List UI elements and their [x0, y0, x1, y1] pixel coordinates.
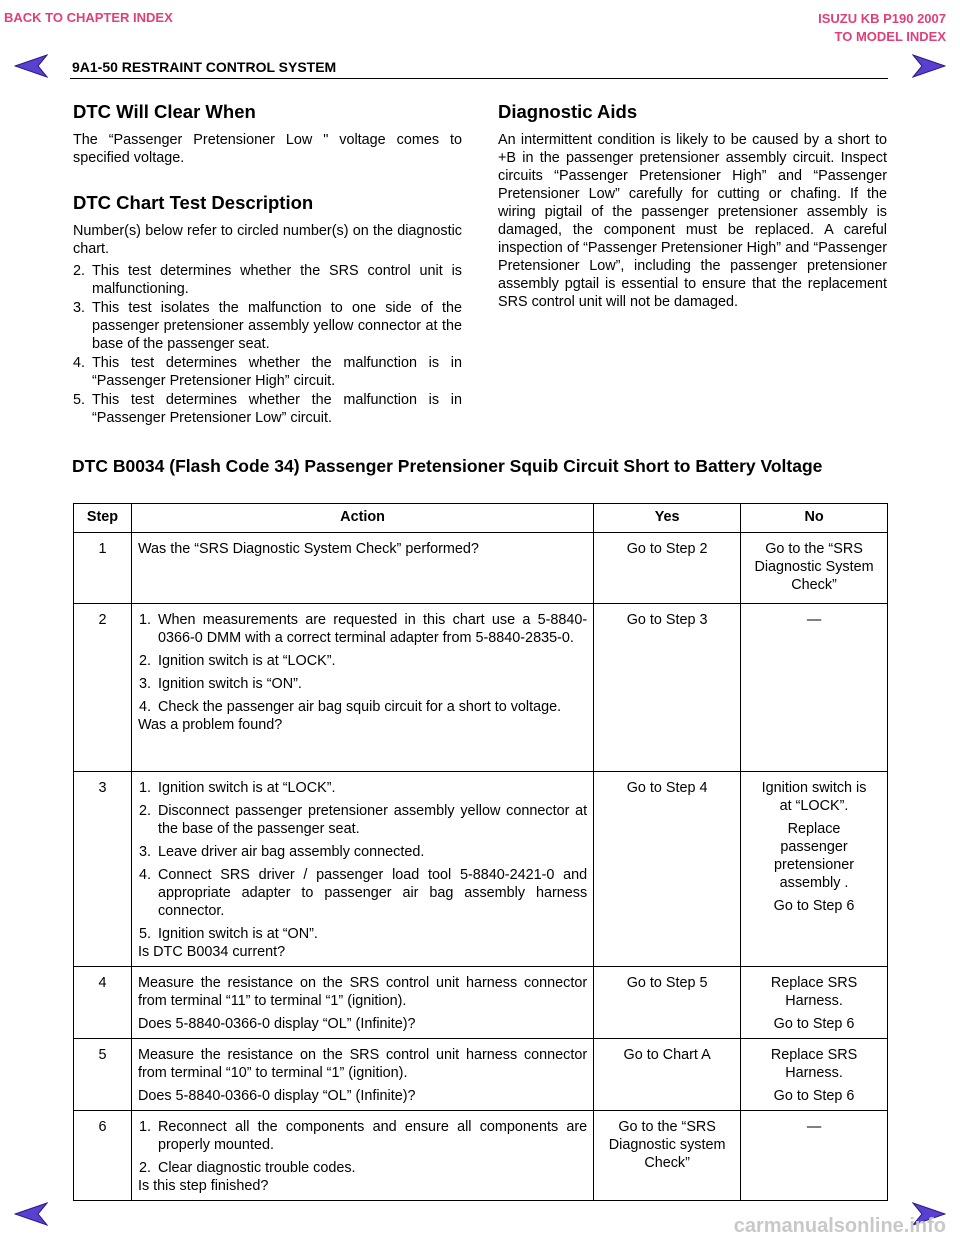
action-cell — [131, 967, 593, 1039]
list-item-number: 2. — [138, 653, 151, 669]
no-text: Go to Step 6 — [773, 898, 855, 914]
previous-page-arrow-bottom-icon[interactable] — [14, 1202, 48, 1226]
list-item — [138, 698, 587, 716]
list-item-text: This test determines whether the malfunction is in “Passenger Pretensioner Low” circuit. — [92, 392, 462, 426]
list-item — [138, 843, 587, 861]
question-text: Is this step finished? — [137, 1178, 269, 1194]
table-row — [74, 967, 888, 1039]
no-text: Replace SRS Harness. — [770, 1047, 858, 1081]
step-cell: 3 — [74, 772, 132, 967]
chart-description-list — [73, 262, 462, 427]
page-header — [70, 58, 888, 79]
list-item-number: 3. — [138, 844, 151, 860]
no-text: Go to the “SRS Diagnostic System Check” — [754, 541, 874, 593]
list-item-number: 5. — [73, 392, 86, 408]
table-title: DTC B0034 (Flash Code 34) Passenger Pretensioner Squib Circuit Short to Battery Voltage — [72, 456, 823, 476]
list-item-text: Connect SRS driver / passenger load tool 5-8840-2421-0 and appropriate adapter to passenger air bag assembly harness connector. — [157, 867, 588, 919]
list-item-text: Ignition switch is at “ON”. — [157, 926, 318, 942]
list-item-text: This test determines whether the SRS control unit is malfunctioning. — [92, 263, 462, 297]
action-cell — [131, 772, 593, 967]
list-item — [138, 652, 587, 670]
list-item-number: 1. — [138, 780, 151, 796]
question-text: Is DTC B0034 current? — [137, 944, 286, 960]
yes-cell — [594, 772, 741, 967]
yes-cell — [594, 1111, 741, 1201]
right-column — [498, 101, 887, 311]
list-item-text: Reconnect all the components and ensure all components are properly mounted. — [157, 1119, 588, 1153]
no-text: — — [806, 612, 822, 628]
list-item-text: Ignition switch is at “LOCK”. — [157, 653, 336, 669]
action-list — [138, 779, 587, 943]
yes-cell — [594, 1039, 741, 1111]
list-item — [138, 675, 587, 693]
list-item — [138, 1118, 587, 1154]
list-item-text: This test isolates the malfunction to one side of the passenger pretensioner assembly yellow connector at the base of the passenger seat. — [92, 300, 462, 352]
step-cell: 1 — [74, 533, 132, 604]
list-item-text: Check the passenger air bag squib circuit for a short to voltage. — [157, 699, 562, 715]
list-item — [138, 802, 587, 838]
to-model-index-link[interactable] — [818, 10, 946, 46]
list-item-number: 2. — [138, 1160, 151, 1176]
step-cell: 2 — [74, 604, 132, 772]
list-item-number: 4. — [138, 699, 151, 715]
page-title: 9A1-50 RESTRAINT CONTROL SYSTEM — [72, 59, 337, 75]
step-cell: 4 — [74, 967, 132, 1039]
no-text: Go to Step 6 — [773, 1088, 855, 1104]
action-cell — [131, 1039, 593, 1111]
list-item-number: 2. — [73, 263, 86, 279]
yes-text: Go to the “SRS Diagnostic system Check” — [608, 1119, 726, 1171]
yes-text: Go to Step 5 — [626, 975, 708, 991]
dtc-clear-heading: DTC Will Clear When — [73, 101, 256, 122]
header-yes: Yes — [594, 504, 741, 533]
list-item — [138, 866, 587, 920]
model-line-2: TO MODEL INDEX — [834, 29, 946, 44]
chart-intro-text: Number(s) below refer to circled number(s) on the diagnostic chart. — [73, 223, 462, 257]
question-text: Was a problem found? — [137, 717, 283, 733]
list-item-number: 1. — [138, 612, 151, 628]
list-item — [138, 611, 587, 647]
no-text: Ignition switch is at “LOCK”. — [761, 780, 867, 814]
list-item — [138, 1159, 587, 1177]
table-row — [74, 1039, 888, 1111]
diagnostic-table — [73, 503, 888, 1201]
yes-text: Go to Chart A — [623, 1047, 711, 1063]
list-item — [138, 925, 587, 943]
list-item — [73, 262, 462, 298]
list-item — [138, 779, 587, 797]
question-text: Does 5-8840-0366-0 display “OL” (Infinite)? — [137, 1016, 416, 1032]
no-cell — [741, 1111, 888, 1201]
list-item-number: 2. — [138, 803, 151, 819]
chart-description-heading: DTC Chart Test Description — [73, 192, 314, 213]
header-step: Step — [74, 504, 132, 533]
list-item-number: 5. — [138, 926, 151, 942]
left-column — [73, 101, 462, 428]
action-list — [138, 611, 587, 716]
action-text: Was the “SRS Diagnostic System Check” performed? — [137, 541, 479, 557]
no-text: Replace passenger pretensioner assembly . — [774, 821, 855, 891]
no-cell — [741, 1039, 888, 1111]
list-item-text: Ignition switch is “ON”. — [157, 676, 302, 692]
table-row — [74, 1111, 888, 1201]
no-cell — [741, 772, 888, 967]
step-cell: 6 — [74, 1111, 132, 1201]
list-item-number: 3. — [138, 676, 151, 692]
watermark: carmanualsonline.info — [733, 1215, 946, 1237]
action-cell — [131, 604, 593, 772]
no-cell — [741, 967, 888, 1039]
table-row — [74, 604, 888, 772]
list-item-number: 4. — [73, 355, 86, 371]
list-item-number: 4. — [138, 867, 151, 883]
action-cell — [131, 533, 593, 604]
list-item-text: Leave driver air bag assembly connected. — [157, 844, 425, 860]
yes-text: Go to Step 4 — [626, 780, 708, 796]
question-text: Does 5-8840-0366-0 display “OL” (Infinite)? — [137, 1088, 416, 1104]
list-item-text: Disconnect passenger pretensioner assembly yellow connector at the base of the passenger seat. — [157, 803, 588, 837]
yes-cell — [594, 967, 741, 1039]
next-page-arrow-icon[interactable] — [912, 54, 946, 78]
yes-text: Go to Step 2 — [626, 541, 708, 557]
list-item-text: Clear diagnostic trouble codes. — [157, 1160, 356, 1176]
list-item — [73, 299, 462, 353]
list-item-number: 3. — [73, 300, 86, 316]
no-cell — [741, 604, 888, 772]
action-cell — [131, 1111, 593, 1201]
header-action: Action — [131, 504, 593, 533]
model-line-1: ISUZU KB P190 2007 — [818, 11, 946, 26]
table-row — [74, 533, 888, 604]
no-text: Replace SRS Harness. — [770, 975, 858, 1009]
back-to-chapter-index-link[interactable]: BACK TO CHAPTER INDEX — [4, 10, 173, 25]
dtc-clear-text: The “Passenger Pretensioner Low " voltage comes to specified voltage. — [73, 132, 462, 166]
table-header-row — [74, 504, 888, 533]
list-item-text: When measurements are requested in this chart use a 5-8840-0366-0 DMM with a correct terminal adapter from 5-8840-2835-0. — [157, 612, 588, 646]
yes-text: Go to Step 3 — [626, 612, 708, 628]
no-cell — [741, 533, 888, 604]
header-no: No — [741, 504, 888, 533]
step-cell: 5 — [74, 1039, 132, 1111]
yes-cell — [594, 604, 741, 772]
diagnostic-aids-text: An intermittent condition is likely to be caused by a short to +B in the passenger pretensioner assembly circuit. Inspect circuits “Passenger Pretensioner High” and “Passenger Pretensioner Low” carefully for cutting or chafing. If the wiring pigtail of the passenger pretensioner assembly is damaged, the component must be replaced. A careful inspection of “Passenger Pretensioner High” and “Passenger Pretensioner Low”, including the passenger pretensioner assembly pgtail is essential to ensure that the replacement SRS control unit will not be damaged. — [498, 132, 887, 310]
list-item-text: This test determines whether the malfunction is in “Passenger Pretensioner High” circuit. — [92, 355, 462, 389]
action-list — [138, 1118, 587, 1177]
yes-cell — [594, 533, 741, 604]
list-item-text: Ignition switch is at “LOCK”. — [157, 780, 336, 796]
list-item — [73, 354, 462, 390]
no-text: Go to Step 6 — [773, 1016, 855, 1032]
previous-page-arrow-icon[interactable] — [14, 54, 48, 78]
no-text: — — [806, 1119, 822, 1135]
list-item-number: 1. — [138, 1119, 151, 1135]
list-item — [73, 391, 462, 427]
action-text: Measure the resistance on the SRS control unit harness connector from terminal “10” to terminal “1” (ignition). — [137, 1047, 588, 1081]
diagnostic-aids-heading: Diagnostic Aids — [498, 101, 638, 122]
table-row — [74, 772, 888, 967]
action-text: Measure the resistance on the SRS control unit harness connector from terminal “11” to terminal “1” (ignition). — [137, 975, 588, 1009]
